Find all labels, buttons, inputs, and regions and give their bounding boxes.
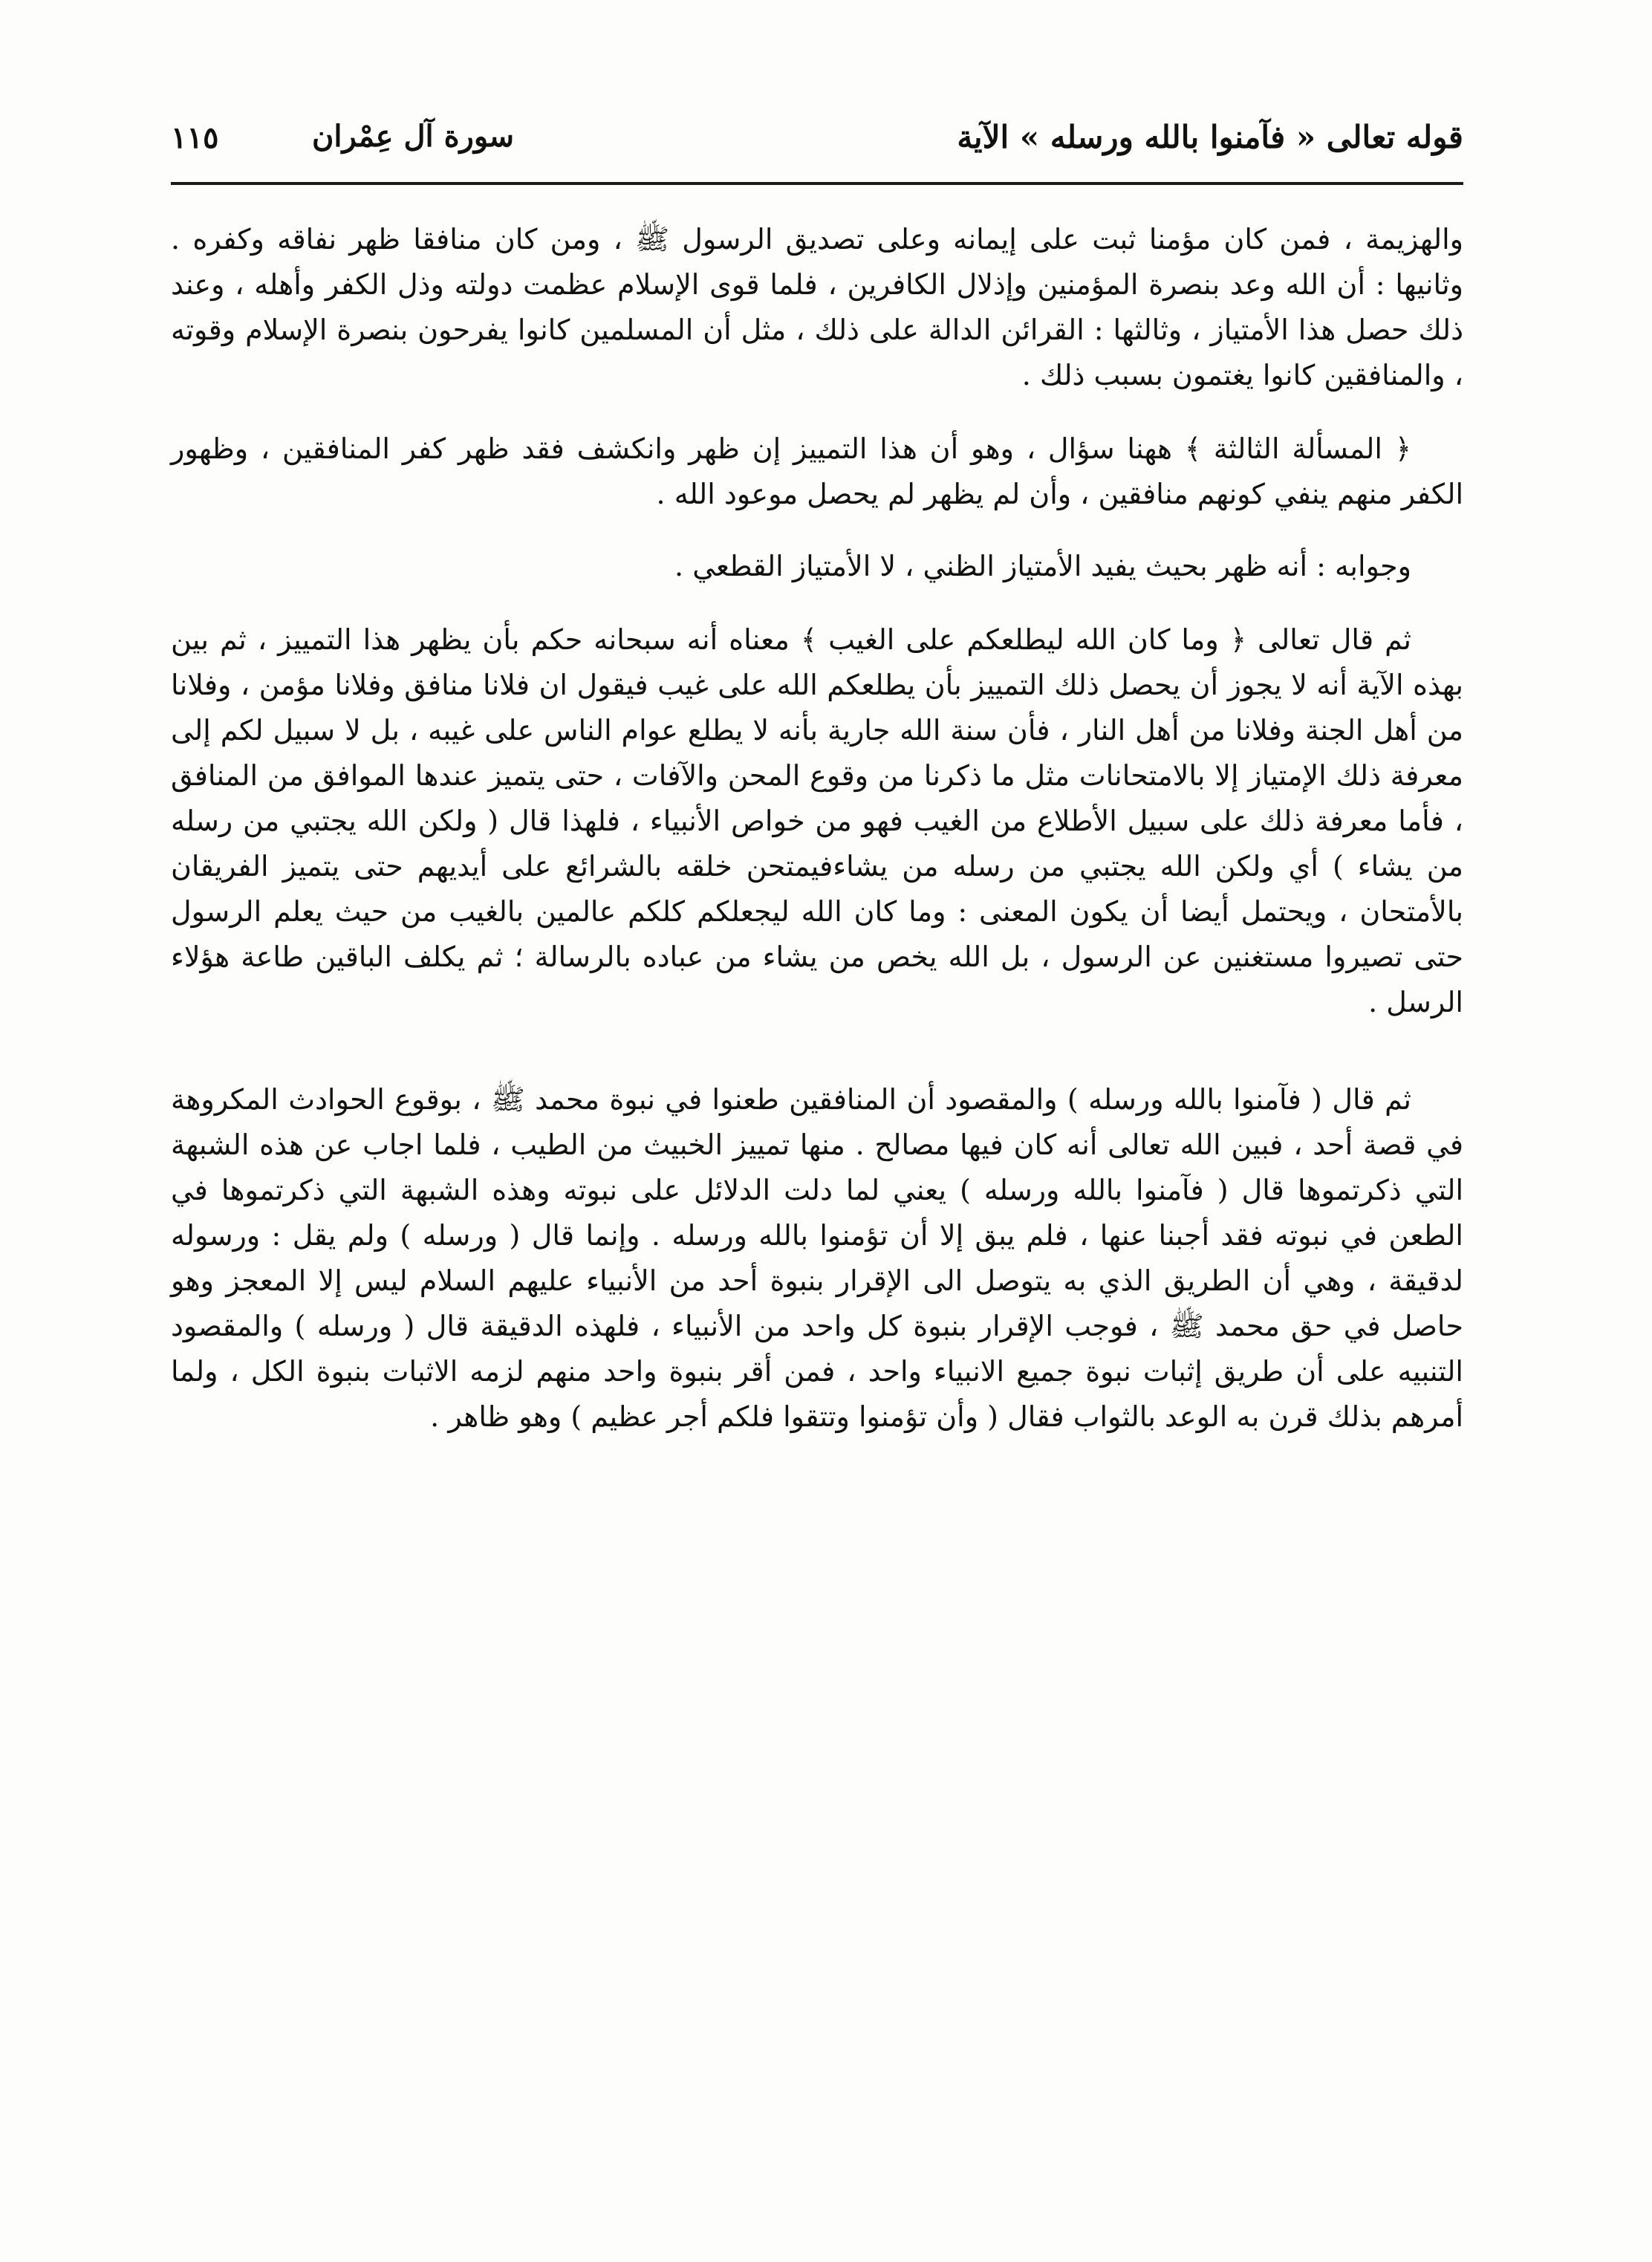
paragraph-3: وجوابه : أنه ظهر بحيث يفيد الأمتياز الظني ، لا الأمتياز القطعي . [674, 550, 1411, 582]
running-header [171, 111, 1463, 178]
surah-name: سورة آل عِمْران [312, 119, 515, 154]
paragraph-2: ﴿ المسألة الثالثة ﴾ ههنا سؤال ، وهو أن هذا التمييز إن ظهر وانكشف فقد ظهر كفر المنافقين ، وظهور الكفر منهم ينفي كونهم منافقين ، وأن لم يظهر لم يحصل موعود الله . [171, 432, 1463, 510]
header-divider [171, 182, 1463, 185]
page-number: ١١٥ [171, 120, 219, 155]
body-text [171, 217, 1463, 1440]
paragraph-4: ثم قال تعالى ﴿ وما كان الله ليطلعكم على الغيب ﴾ معناه أنه سبحانه حكم بأن يظهر هذا التمييز ، ثم بين بهذه الآية أنه لا يجوز أن يحصل ذلك التمييز بأن يطلعكم الله على غيب فيقول ان فلانا منافق وفلانا مؤمن ، وفلانا من أهل الجنة وفلانا من أهل النار ، فأن سنة الله جارية بأنه لا يطلع عوام الناس على غيبه ، بل لا سبيل لكم إلى معرفة ذلك الإمتياز إلا بالامتحانات مثل ما ذكرنا من وقوع المحن والآفات ، حتى يتميز عندها الموافق من المنافق ، فأما معرفة ذلك على سبيل الأطلاع من الغيب فهو من خواص الأنبياء ، فلهذا قال ( ولكن الله يجتبي من رسله من يشاء ) أي ولكن الله يجتبي من رسله من يشاءفيمتحن خلقه بالشرائع على أيديهم حتى يتميز الفريقان بالأمتحان ، ويحتمل أيضا أن يكون المعنى : وما كان الله ليجعلكم كلكم عالمين بالغيب من حيث يعلم الرسول حتى تصيروا مستغنين عن الرسول ، بل الله يخص من يشاء من عباده بالرسالة ؛ ثم يكلف الباقين طاعة هؤلاء الرسل . [171, 623, 1463, 1018]
paragraph-5: ثم قال ( فآمنوا بالله ورسله ) والمقصود أن المنافقين طعنوا في نبوة محمد ﷺ ، بوقوع الحوادث المكروهة في قصة أحد ، فبين الله تعالى أنه كان فيها مصالح . منها تمييز الخبيث من الطيب ، فلما اجاب عن هذه الشبهة التي ذكرتموها قال ( فآمنوا بالله ورسله ) يعني لما دلت الدلائل على نبوته وهذه الشبهة التي ذكرتموها في الطعن في نبوته فقد أجبنا عنها ، فلم يبق إلا أن تؤمنوا بالله ورسله . وإنما قال ( ورسله ) ولم يقل : ورسوله لدقيقة ، وهي أن الطريق الذي به يتوصل الى الإقرار بنبوة أحد من الأنبياء عليهم السلام ليس إلا المعجز وهو حاصل في حق محمد ﷺ ، فوجب الإقرار بنبوة كل واحد من الأنبياء ، فلهذه الدقيقة قال ( ورسله ) والمقصود التنبيه على أن طريق إثبات نبوة جميع الانبياء واحد ، فمن أقر بنبوة واحد منهم لزمه الاثبات بنبوة الكل ، ولما أمرهم بذلك قرن به الوعد بالثواب فقال ( وأن تؤمنوا وتتقوا فلكم أجر عظيم ) وهو ظاهر . [171, 1083, 1463, 1433]
paragraph-1: والهزيمة ، فمن كان مؤمنا ثبت على إيمانه وعلى تصديق الرسول ﷺ ، ومن كان منافقا ظهر نفاقه وكفره . وثانيها : أن الله وعد بنصرة المؤمنين وإذلال الكافرين ، فلما قوى الإسلام عظمت دولته وذل الكفر وأهله ، وعند ذلك حصل هذا الأمتياز ، وثالثها : القرائن الدالة على ذلك ، مثل أن المسلمين كانوا يفرحون بنصرة الإسلام وقوته ، والمنافقين كانوا يغتمون بسبب ذلك . [171, 223, 1463, 391]
running-title: قوله تعالى « فآمنوا بالله ورسله » الآية [957, 119, 1463, 155]
